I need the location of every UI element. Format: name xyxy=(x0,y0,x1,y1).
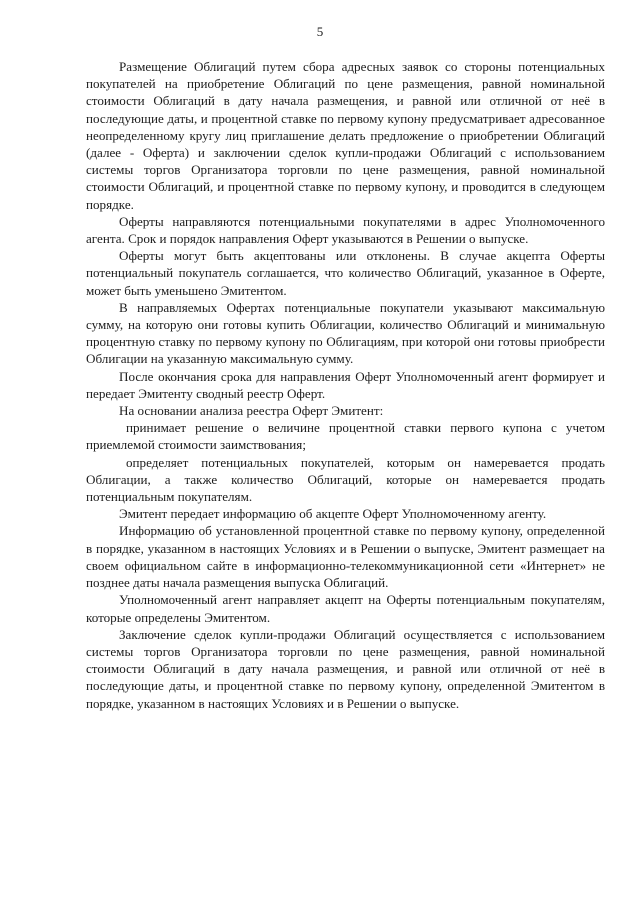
paragraph-placement-procedure: Размещение Облигаций путем сбора адресных заявок со стороны потенциальных покупателей на приобретение Облигаций по цене размещения, равной номинальной стоимости Облигаций в дату начала размещения, и равной или отличной от неё в последующие даты, и процентной ставке по первому купону предусматривает адресованное неопределенному кругу лиц приглашение делать предложение о приобретении Облигаций (далее - Оферта) и заключении сделок купли-продажи Облигаций с использованием системы торгов Организатора торговли по цене размещения, равной номинальной стоимости Облигаций, и процентной ставке по первому купону, и проводится в следующем порядке. xyxy=(86,59,605,212)
paragraph-acceptance-info: Эмитент передает информацию об акцепте Оферт Уполномоченному агенту. xyxy=(119,506,547,522)
page-number: 5 xyxy=(316,24,324,39)
list-item-coupon-rate: принимает решение о величине процентной ставки первого купона с учетом приемлемой стоимости заимствования; xyxy=(86,420,605,453)
document-body xyxy=(86,58,605,712)
paragraph-offers-accepted: Оферты могут быть акцептованы или отклонены. В случае акцепта Оферты потенциальный покупатель соглашается, что количество Облигаций, указанное в Оферте, может быть уменьшено Эмитентом. xyxy=(86,248,605,298)
paragraph-offer-contents: В направляемых Офертах потенциальные покупатели указывают максимальную сумму, на которую они готовы купить Облигации, количество Облигаций и минимальную процентную ставку по первому купону по Облигациям, при которой они готовы приобрести Облигации на указанную максимальную сумму. xyxy=(86,299,605,367)
paragraph-agent-acceptance: Уполномоченный агент направляет акцепт на Оферты потенциальным покупателям, которые определены Эмитентом. xyxy=(86,592,605,625)
paragraph-deal-conclusion: Заключение сделок купли-продажи Облигаций осуществляется с использованием системы торгов Организатора торговли по цене размещения, равной номинальной стоимости Облигаций в дату начала размещения, и равной или отличной от неё в последующие даты, и процентной ставке по первому купону, определенной Эмитентом в порядке, указанном в настоящих Условиях и в Решении о выпуске. xyxy=(86,626,605,711)
paragraph-issuer-analysis: На основании анализа реестра Оферт Эмитент: xyxy=(119,403,384,419)
paragraph-offers-sent: Оферты направляются потенциальными покупателями в адрес Уполномоченного агента. Срок и порядок направления Оферт указываются в Решении о выпуске. xyxy=(86,213,605,247)
list-item-buyers: определяет потенциальных покупателей, которым он намеревается продать Облигации, а также количество Облигаций, которые он намеревается продать потенциальным покупателям. xyxy=(86,454,605,505)
paragraph-rate-disclosure: Информацию об установленной процентной ставке по первому купону, определенной в порядке, указанном в настоящих Условиях и в Решении о выпуске, Эмитент размещает на своем официальном сайте в информационно-телекоммуникационной сети «Интернет» не позднее даты начала размещения выпуска Облигаций. xyxy=(86,523,605,591)
paragraph-offer-register: После окончания срока для направления Оферт Уполномоченный агент формирует и передает Эмитенту сводный реестр Оферт. xyxy=(86,368,605,401)
